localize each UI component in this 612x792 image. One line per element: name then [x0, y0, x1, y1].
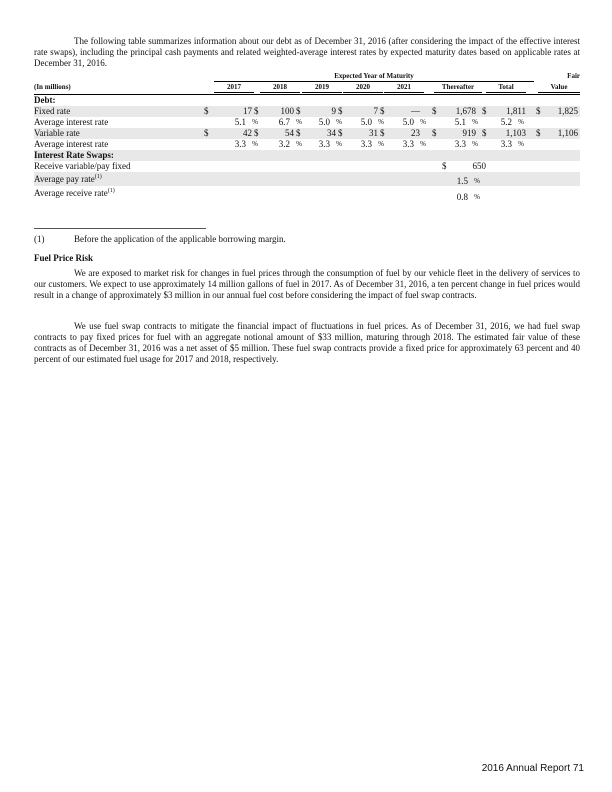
- dollar-sign: $: [380, 106, 385, 116]
- table-header: [34, 82, 580, 95]
- dollar-sign: $: [536, 128, 541, 138]
- fuel-price-risk-heading: Fuel Price Risk: [34, 253, 93, 263]
- table-cell: 34: [327, 128, 336, 138]
- table-cell: 5.2: [500, 117, 512, 127]
- table-cell: 919: [462, 128, 476, 138]
- table-cell: 7: [373, 106, 378, 116]
- col-2019: 2019: [302, 83, 342, 93]
- percent-sign: %: [252, 118, 258, 126]
- percent-sign: %: [518, 140, 524, 148]
- table-cell: 1,106: [557, 128, 578, 138]
- dollar-sign: $: [536, 106, 541, 116]
- table-cell: 5.0: [360, 117, 372, 127]
- col-thereafter: Thereafter: [434, 83, 482, 93]
- debt-table: [34, 72, 580, 200]
- dollar-sign: $: [254, 106, 259, 116]
- dollar-sign: $: [380, 128, 385, 138]
- percent-sign: %: [378, 118, 384, 126]
- table-cell: 1,103: [505, 128, 526, 138]
- table-cell: 100: [280, 106, 294, 116]
- footnote-text: Before the application of the applicable borrowing margin.: [74, 234, 286, 244]
- table-cell: 5.0: [402, 117, 414, 127]
- fuel-paragraph-2: We use fuel swap contracts to mitigate the financial impact of fluctuations in fuel prices. As of December 31, 2016, we had fuel swap contracts to pay fixed prices for fuel with an aggregate notional amount of $33 million, maturing through 2018. The estimated fair value of these contracts as of December 31, 2016 was a net asset of $5 million. These fuel swap contracts provide a fixed price for approximately 63 percent and 40 percent of our estimated fuel usage for 2017 and 2018, respectively.: [34, 321, 580, 364]
- percent-sign: %: [296, 118, 302, 126]
- col-2020: 2020: [343, 83, 383, 93]
- col-total: Total: [486, 83, 526, 93]
- row-label: Variable rate: [34, 128, 80, 138]
- fair-header: Fair: [567, 72, 580, 80]
- dollar-sign: $: [432, 106, 437, 116]
- dollar-sign: $: [338, 106, 343, 116]
- row-label: Average interest rate: [34, 117, 109, 127]
- col-2017: 2017: [214, 83, 254, 93]
- row-label: Receive variable/pay fixed: [34, 161, 131, 171]
- percent-sign: %: [518, 118, 524, 126]
- dollar-sign: $: [432, 128, 437, 138]
- row-label: Average receive rate$^{(1)}$: [34, 188, 115, 198]
- intro-paragraph: The following table summarizes information about our debt as of December 31, 2016 (after considering the impact of the effective interest rate swaps), including the principal cash payments and related weighted-average interest rates by expected maturity dates based on applicable rates at December 31, 2016.: [34, 36, 580, 68]
- dollar-sign: $: [204, 128, 209, 138]
- dollar-sign: $: [338, 128, 343, 138]
- col-fair-value: Value: [538, 83, 580, 93]
- percent-sign: %: [420, 140, 426, 148]
- row-label: Fixed rate: [34, 106, 71, 116]
- percent-sign: %: [474, 193, 480, 201]
- table-cell: 1,825: [557, 106, 578, 116]
- table-row: [34, 106, 580, 117]
- percent-sign: %: [296, 140, 302, 148]
- table-row: [34, 139, 580, 150]
- table-row: [34, 117, 580, 128]
- footnote-divider: [34, 228, 206, 229]
- table-cell: 6.7: [278, 117, 290, 127]
- table-cell: 23: [411, 128, 420, 138]
- table-cell: —: [411, 106, 420, 116]
- dollar-sign: $: [482, 106, 487, 116]
- expected-maturity-header: Expected Year of Maturity: [214, 72, 534, 82]
- units-label: (In millions): [34, 83, 71, 91]
- percent-sign: %: [378, 140, 384, 148]
- table-cell: 42: [243, 128, 252, 138]
- row-label: Average interest rate: [34, 139, 109, 149]
- row-label: Average pay rate$^{(1)}$: [34, 174, 102, 184]
- col-2021: 2021: [384, 83, 424, 93]
- percent-sign: %: [336, 140, 342, 148]
- table-cell: 0.8: [456, 192, 468, 202]
- percent-sign: %: [472, 140, 478, 148]
- table-cell: 3.3: [402, 139, 414, 149]
- table-cell: 5.1: [234, 117, 246, 127]
- page-footer: 2016 Annual Report 71: [481, 763, 584, 774]
- table-cell: 9: [331, 106, 336, 116]
- dollar-sign: $: [296, 106, 301, 116]
- table-cell: 3.2: [278, 139, 290, 149]
- table-cell: 3.3: [318, 139, 330, 149]
- table-cell: 1,678: [455, 106, 476, 116]
- col-2018: 2018: [260, 83, 300, 93]
- table-cell: 3.3: [454, 139, 466, 149]
- swaps-label: Interest Rate Swaps:: [34, 150, 114, 160]
- table-header-top: [34, 72, 580, 82]
- table-cell: 3.3: [500, 139, 512, 149]
- table-cell: 5.0: [318, 117, 330, 127]
- swaps-section-row: [34, 150, 580, 161]
- footnote: [34, 234, 286, 244]
- percent-sign: %: [252, 140, 258, 148]
- table-cell: 31: [369, 128, 378, 138]
- percent-sign: %: [472, 118, 478, 126]
- table-cell: 54: [285, 128, 294, 138]
- dollar-sign: $: [442, 161, 447, 171]
- table-cell: 3.3: [360, 139, 372, 149]
- percent-sign: %: [420, 118, 426, 126]
- debt-section-row: [34, 95, 580, 106]
- percent-sign: %: [336, 118, 342, 126]
- percent-sign: %: [474, 177, 480, 185]
- table-cell: 3.3: [234, 139, 246, 149]
- table-cell: 1,811: [506, 106, 526, 116]
- table-row: [34, 172, 580, 186]
- dollar-sign: $: [204, 106, 209, 116]
- table-cell: 650: [472, 161, 486, 171]
- table-cell: 17: [243, 106, 252, 116]
- table-row: [34, 161, 580, 172]
- dollar-sign: $: [254, 128, 259, 138]
- debt-label: Debt:: [34, 95, 56, 105]
- dollar-sign: $: [296, 128, 301, 138]
- table-row: [34, 186, 580, 200]
- table-cell: 1.5: [456, 176, 468, 186]
- table-cell: 5.1: [454, 117, 466, 127]
- dollar-sign: $: [482, 128, 487, 138]
- fuel-paragraph-1: We are exposed to market risk for changes in fuel prices through the consumption of fuel by our vehicle fleet in the delivery of services to our customers. We expect to use approximately 14 million gallons of fuel in 2017. As of December 31, 2016, a ten percent change in fuel prices would result in a change of approximately $3 million in our annual fuel cost before considering the impact of fuel swap contracts.: [34, 268, 580, 300]
- table-row: [34, 128, 580, 139]
- footnote-marker: (1): [34, 234, 45, 244]
